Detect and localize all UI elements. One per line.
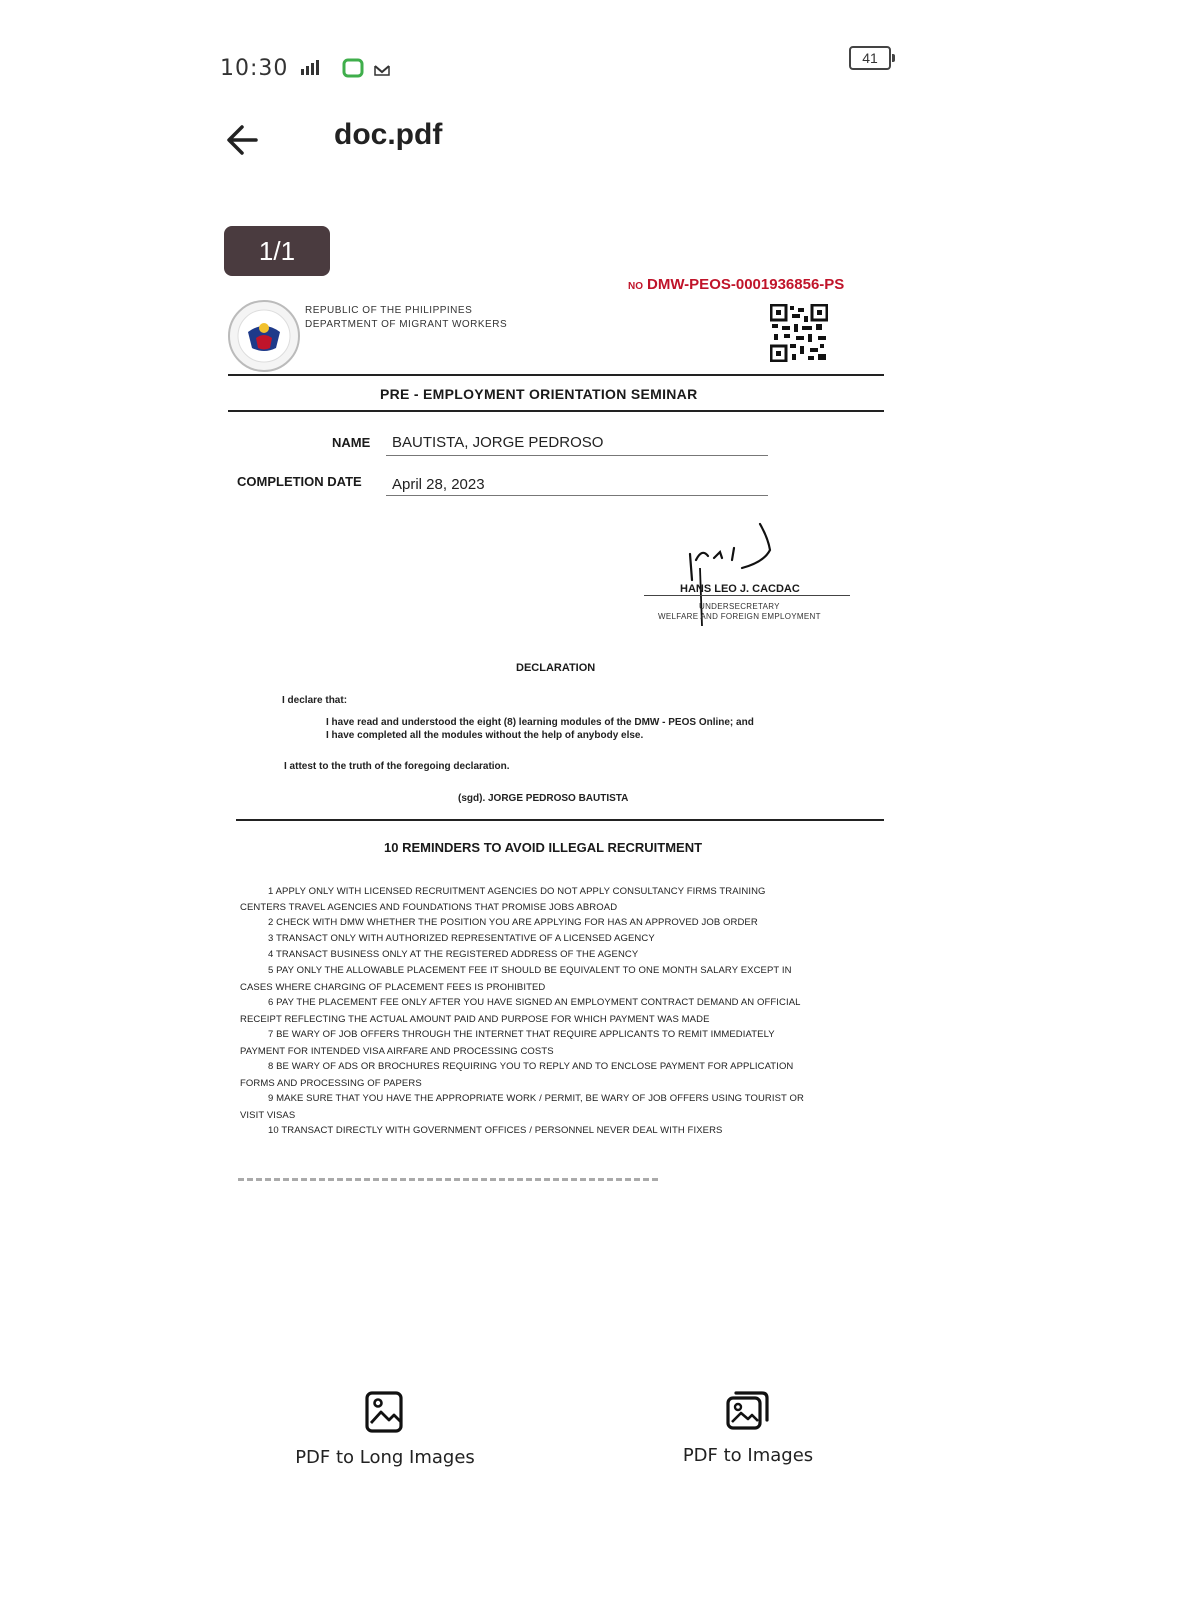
declaration-heading: DECLARATION: [516, 662, 596, 674]
declare-line-1: I have read and understood the eight (8) learning modules of the DMW - PEOS Online; and: [326, 717, 754, 728]
name-value: BAUTISTA, JORGE PEDROSO: [392, 434, 604, 451]
long-image-icon: [363, 1390, 407, 1434]
divider: [236, 819, 884, 821]
reminder-line: 2 CHECK WITH DMW WHETHER THE POSITION YOU ARE APPLYING FOR HAS AN APPROVED JOB ORDER: [268, 917, 758, 928]
dmw-seal-logo: [226, 298, 302, 379]
name-underline: [386, 455, 768, 456]
completion-date-underline: [386, 495, 768, 496]
arrow-left-icon: [222, 118, 266, 162]
document-number-prefix: NO: [628, 281, 643, 292]
agency-line-2: DEPARTMENT OF MIGRANT WORKERS: [305, 319, 508, 330]
reminder-line: 10 TRANSACT DIRECTLY WITH GOVERNMENT OFFICES / PERSONNEL NEVER DEAL WITH FIXERS: [268, 1125, 723, 1136]
signatory-title-1: UNDERSECRETARY: [699, 602, 780, 611]
reminder-line: VISIT VISAS: [240, 1110, 296, 1121]
reminder-line: CENTERS TRAVEL AGENCIES AND FOUNDATIONS THAT PROMISE JOBS ABROAD: [240, 902, 618, 913]
declare-line-2: I have completed all the modules without the help of anybody else.: [326, 730, 644, 741]
agency-name: [305, 304, 507, 332]
name-label: NAME: [332, 435, 371, 450]
reminder-line: 7 BE WARY OF JOB OFFERS THROUGH THE INTERNET THAT REQUIRE APPLICANTS TO REMIT IMMEDIATELY: [268, 1029, 775, 1040]
completion-date-label: COMPLETION DATE: [237, 474, 362, 489]
document-number-value: DMW-PEOS-0001936856-PS: [647, 276, 845, 293]
reminder-line: 5 PAY ONLY THE ALLOWABLE PLACEMENT FEE IT SHOULD BE EQUIVALENT TO ONE MONTH SALARY EXCEPT IN: [268, 965, 792, 976]
seminar-title: PRE - EMPLOYMENT ORIENTATION SEMINAR: [380, 386, 698, 402]
reminder-line: 9 MAKE SURE THAT YOU HAVE THE APPROPRIATE WORK / PERMIT, BE WARY OF JOB OFFERS USING TOURIST OR: [268, 1093, 804, 1104]
reminder-line: PAYMENT FOR INTENDED VISA AIRFARE AND PROCESSING COSTS: [240, 1046, 554, 1057]
app-icon: [342, 58, 364, 83]
attest-statement: I attest to the truth of the foregoing declaration.: [284, 761, 510, 772]
message-icon: [374, 63, 390, 81]
page-indicator: 1/1: [224, 226, 330, 276]
document-number: [628, 276, 844, 293]
pdf-to-long-images-button[interactable]: [290, 1390, 480, 1468]
pdf-to-long-images-label: PDF to Long Images: [295, 1447, 475, 1468]
signatory-name: HANS LEO J. CACDAC: [680, 583, 800, 595]
signed-by: (sgd). JORGE PEDROSO BAUTISTA: [458, 793, 629, 804]
reminder-line: 1 APPLY ONLY WITH LICENSED RECRUITMENT AGENCIES DO NOT APPLY CONSULTANCY FIRMS TRAINING: [268, 886, 766, 897]
pdf-to-images-label: PDF to Images: [682, 1445, 814, 1466]
divider: [228, 374, 884, 376]
reminder-line: 8 BE WARY OF ADS OR BROCHURES REQUIRING YOU TO REPLY AND TO ENCLOSE PAYMENT FOR APPLICATION: [268, 1061, 794, 1072]
signatory-title-2: WELFARE AND FOREIGN EMPLOYMENT: [658, 612, 821, 621]
reminders-heading: 10 REMINDERS TO AVOID ILLEGAL RECRUITMENT: [384, 840, 703, 855]
reminder-line: 6 PAY THE PLACEMENT FEE ONLY AFTER YOU HAVE SIGNED AN EMPLOYMENT CONTRACT DEMAND AN OFFICIAL: [268, 997, 801, 1008]
agency-line-1: REPUBLIC OF THE PHILIPPINES: [305, 305, 473, 316]
status-time: 10:30: [220, 56, 289, 81]
footer-note: [238, 1178, 658, 1181]
signature-line: [644, 595, 850, 596]
reminder-line: RECEIPT REFLECTING THE ACTUAL AMOUNT PAID AND PURPOSE FOR WHICH PAYMENT WAS MADE: [240, 1014, 710, 1025]
signal-icon: [300, 58, 322, 81]
qr-code-icon: [770, 304, 828, 367]
pdf-to-images-button[interactable]: [668, 1388, 828, 1466]
reminder-line: 3 TRANSACT ONLY WITH AUTHORIZED REPRESENTATIVE OF A LICENSED AGENCY: [268, 933, 655, 944]
declare-intro: I declare that:: [282, 695, 348, 706]
images-icon: [725, 1388, 771, 1432]
reminder-line: CASES WHERE CHARGING OF PLACEMENT FEES IS PROHIBITED: [240, 982, 546, 993]
reminder-line: FORMS AND PROCESSING OF PAPERS: [240, 1078, 422, 1089]
battery-icon: 41: [849, 46, 891, 70]
reminder-line: 4 TRANSACT BUSINESS ONLY AT THE REGISTERED ADDRESS OF THE AGENCY: [268, 949, 639, 960]
back-button[interactable]: [222, 118, 266, 162]
document-title: doc.pdf: [334, 118, 443, 151]
divider: [228, 410, 884, 412]
signatory-title: [658, 602, 821, 622]
completion-date-value: April 28, 2023: [392, 476, 485, 493]
